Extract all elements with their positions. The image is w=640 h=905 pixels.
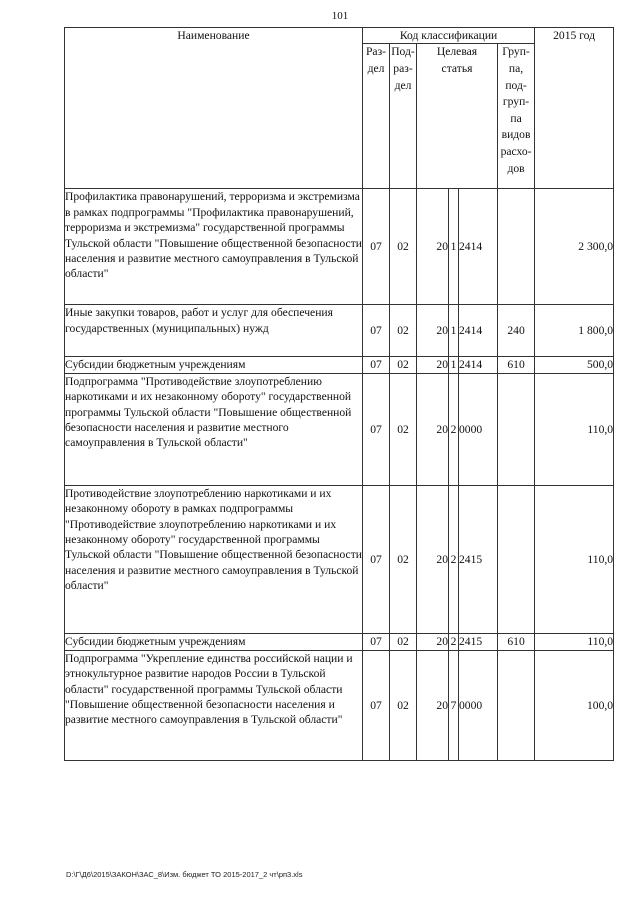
- row-section: 07: [363, 485, 390, 633]
- row-expense-group: [498, 189, 535, 305]
- table-row: [65, 305, 614, 357]
- header-name: Наименование: [65, 28, 363, 189]
- row-subsection: 02: [390, 357, 417, 373]
- header-subsection: Под- раз- дел: [390, 44, 417, 189]
- row-section: 07: [363, 373, 390, 485]
- row-target-code: 2414: [459, 305, 498, 357]
- row-expense-group: 610: [498, 633, 535, 650]
- row-subsection: 02: [390, 485, 417, 633]
- row-section: 07: [363, 633, 390, 650]
- row-target-program: 20: [417, 305, 449, 357]
- row-name: Иные закупки товаров, работ и услуг для обеспечения государственных (муниципальных) нужд: [65, 305, 363, 357]
- table-row: [65, 357, 614, 373]
- row-section: 07: [363, 357, 390, 373]
- row-target-subprogram: 2: [449, 485, 459, 633]
- row-section: 07: [363, 305, 390, 357]
- row-target-subprogram: 2: [449, 373, 459, 485]
- row-amount: 110,0: [535, 485, 614, 633]
- row-name: Профилактика правонарушений, терроризма и экстремизма в рамках подпрограммы "Профилактика правонарушений, терроризма и экстремизма" государственной программы Тульской области "Повышение общественной безопасности населения и развитие местного самоуправления в Тульской области": [65, 189, 363, 305]
- row-expense-group: [498, 485, 535, 633]
- row-name: Подпрограмма "Противодействие злоупотреблению наркотиками и их незаконному обороту" государственной программы Тульской области "Повышение общественной безопасности населения и развитие местного самоуправления в Тульской области": [65, 373, 363, 485]
- row-amount: 100,0: [535, 650, 614, 760]
- table-row: [65, 485, 614, 633]
- row-subsection: 02: [390, 633, 417, 650]
- table-row: [65, 633, 614, 650]
- row-target-program: 20: [417, 633, 449, 650]
- header-expense-group: Груп- па, под- груп- па видов расхо- дов: [498, 44, 535, 189]
- row-name: Субсидии бюджетным учреждениям: [65, 633, 363, 650]
- row-target-program: 20: [417, 485, 449, 633]
- footer-file-path: D:\Г\Д6\2015\ЗАКОН\ЗАС_8\Изм. бюджет ТО 2015-2017_2 чт\рп3.xls: [66, 870, 303, 879]
- row-amount: 2 300,0: [535, 189, 614, 305]
- row-amount: 1 800,0: [535, 305, 614, 357]
- row-target-program: 20: [417, 357, 449, 373]
- row-amount: 110,0: [535, 373, 614, 485]
- row-expense-group: [498, 650, 535, 760]
- row-expense-group: [498, 373, 535, 485]
- row-target-subprogram: 1: [449, 357, 459, 373]
- header-section: Раз- дел: [363, 44, 390, 189]
- row-subsection: 02: [390, 650, 417, 760]
- row-target-code: 0000: [459, 650, 498, 760]
- row-target-code: 2415: [459, 485, 498, 633]
- table-row: [65, 373, 614, 485]
- row-expense-group: 240: [498, 305, 535, 357]
- row-target-code: 2414: [459, 357, 498, 373]
- row-subsection: 02: [390, 305, 417, 357]
- row-section: 07: [363, 650, 390, 760]
- row-target-subprogram: 1: [449, 189, 459, 305]
- row-target-subprogram: 7: [449, 650, 459, 760]
- row-name: Подпрограмма "Укрепление единства российской нации и этнокультурное развитие народов России в Тульской области" государственной программы Тульской области "Повышение общественной безопасности населения и развитие местного самоуправления в Тульской области": [65, 650, 363, 760]
- page-number: 101: [331, 10, 349, 22]
- header-classification: Код классификации: [363, 28, 535, 44]
- table-row: [65, 650, 614, 760]
- row-name: Противодействие злоупотреблению наркотиками и их незаконному обороту в рамках подпрограммы "Противодействие злоупотреблению наркотиками и их незаконному обороту" государственной программы Тульской области "Повышение общественной безопасности населения и развитие местного самоуправления в Тульской области": [65, 485, 363, 633]
- row-target-program: 20: [417, 650, 449, 760]
- row-target-subprogram: 2: [449, 633, 459, 650]
- table-row: [65, 189, 614, 305]
- row-target-code: 0000: [459, 373, 498, 485]
- row-target-subprogram: 1: [449, 305, 459, 357]
- row-subsection: 02: [390, 373, 417, 485]
- row-expense-group: 610: [498, 357, 535, 373]
- row-section: 07: [363, 189, 390, 305]
- row-amount: 500,0: [535, 357, 614, 373]
- budget-table: [64, 27, 614, 761]
- row-target-code: 2414: [459, 189, 498, 305]
- row-target-code: 2415: [459, 633, 498, 650]
- row-subsection: 02: [390, 189, 417, 305]
- row-amount: 110,0: [535, 633, 614, 650]
- header-target-article: Целевая статья: [417, 44, 498, 189]
- row-target-program: 20: [417, 373, 449, 485]
- row-target-program: 20: [417, 189, 449, 305]
- header-year: 2015 год: [535, 28, 614, 189]
- row-name: Субсидии бюджетным учреждениям: [65, 357, 363, 373]
